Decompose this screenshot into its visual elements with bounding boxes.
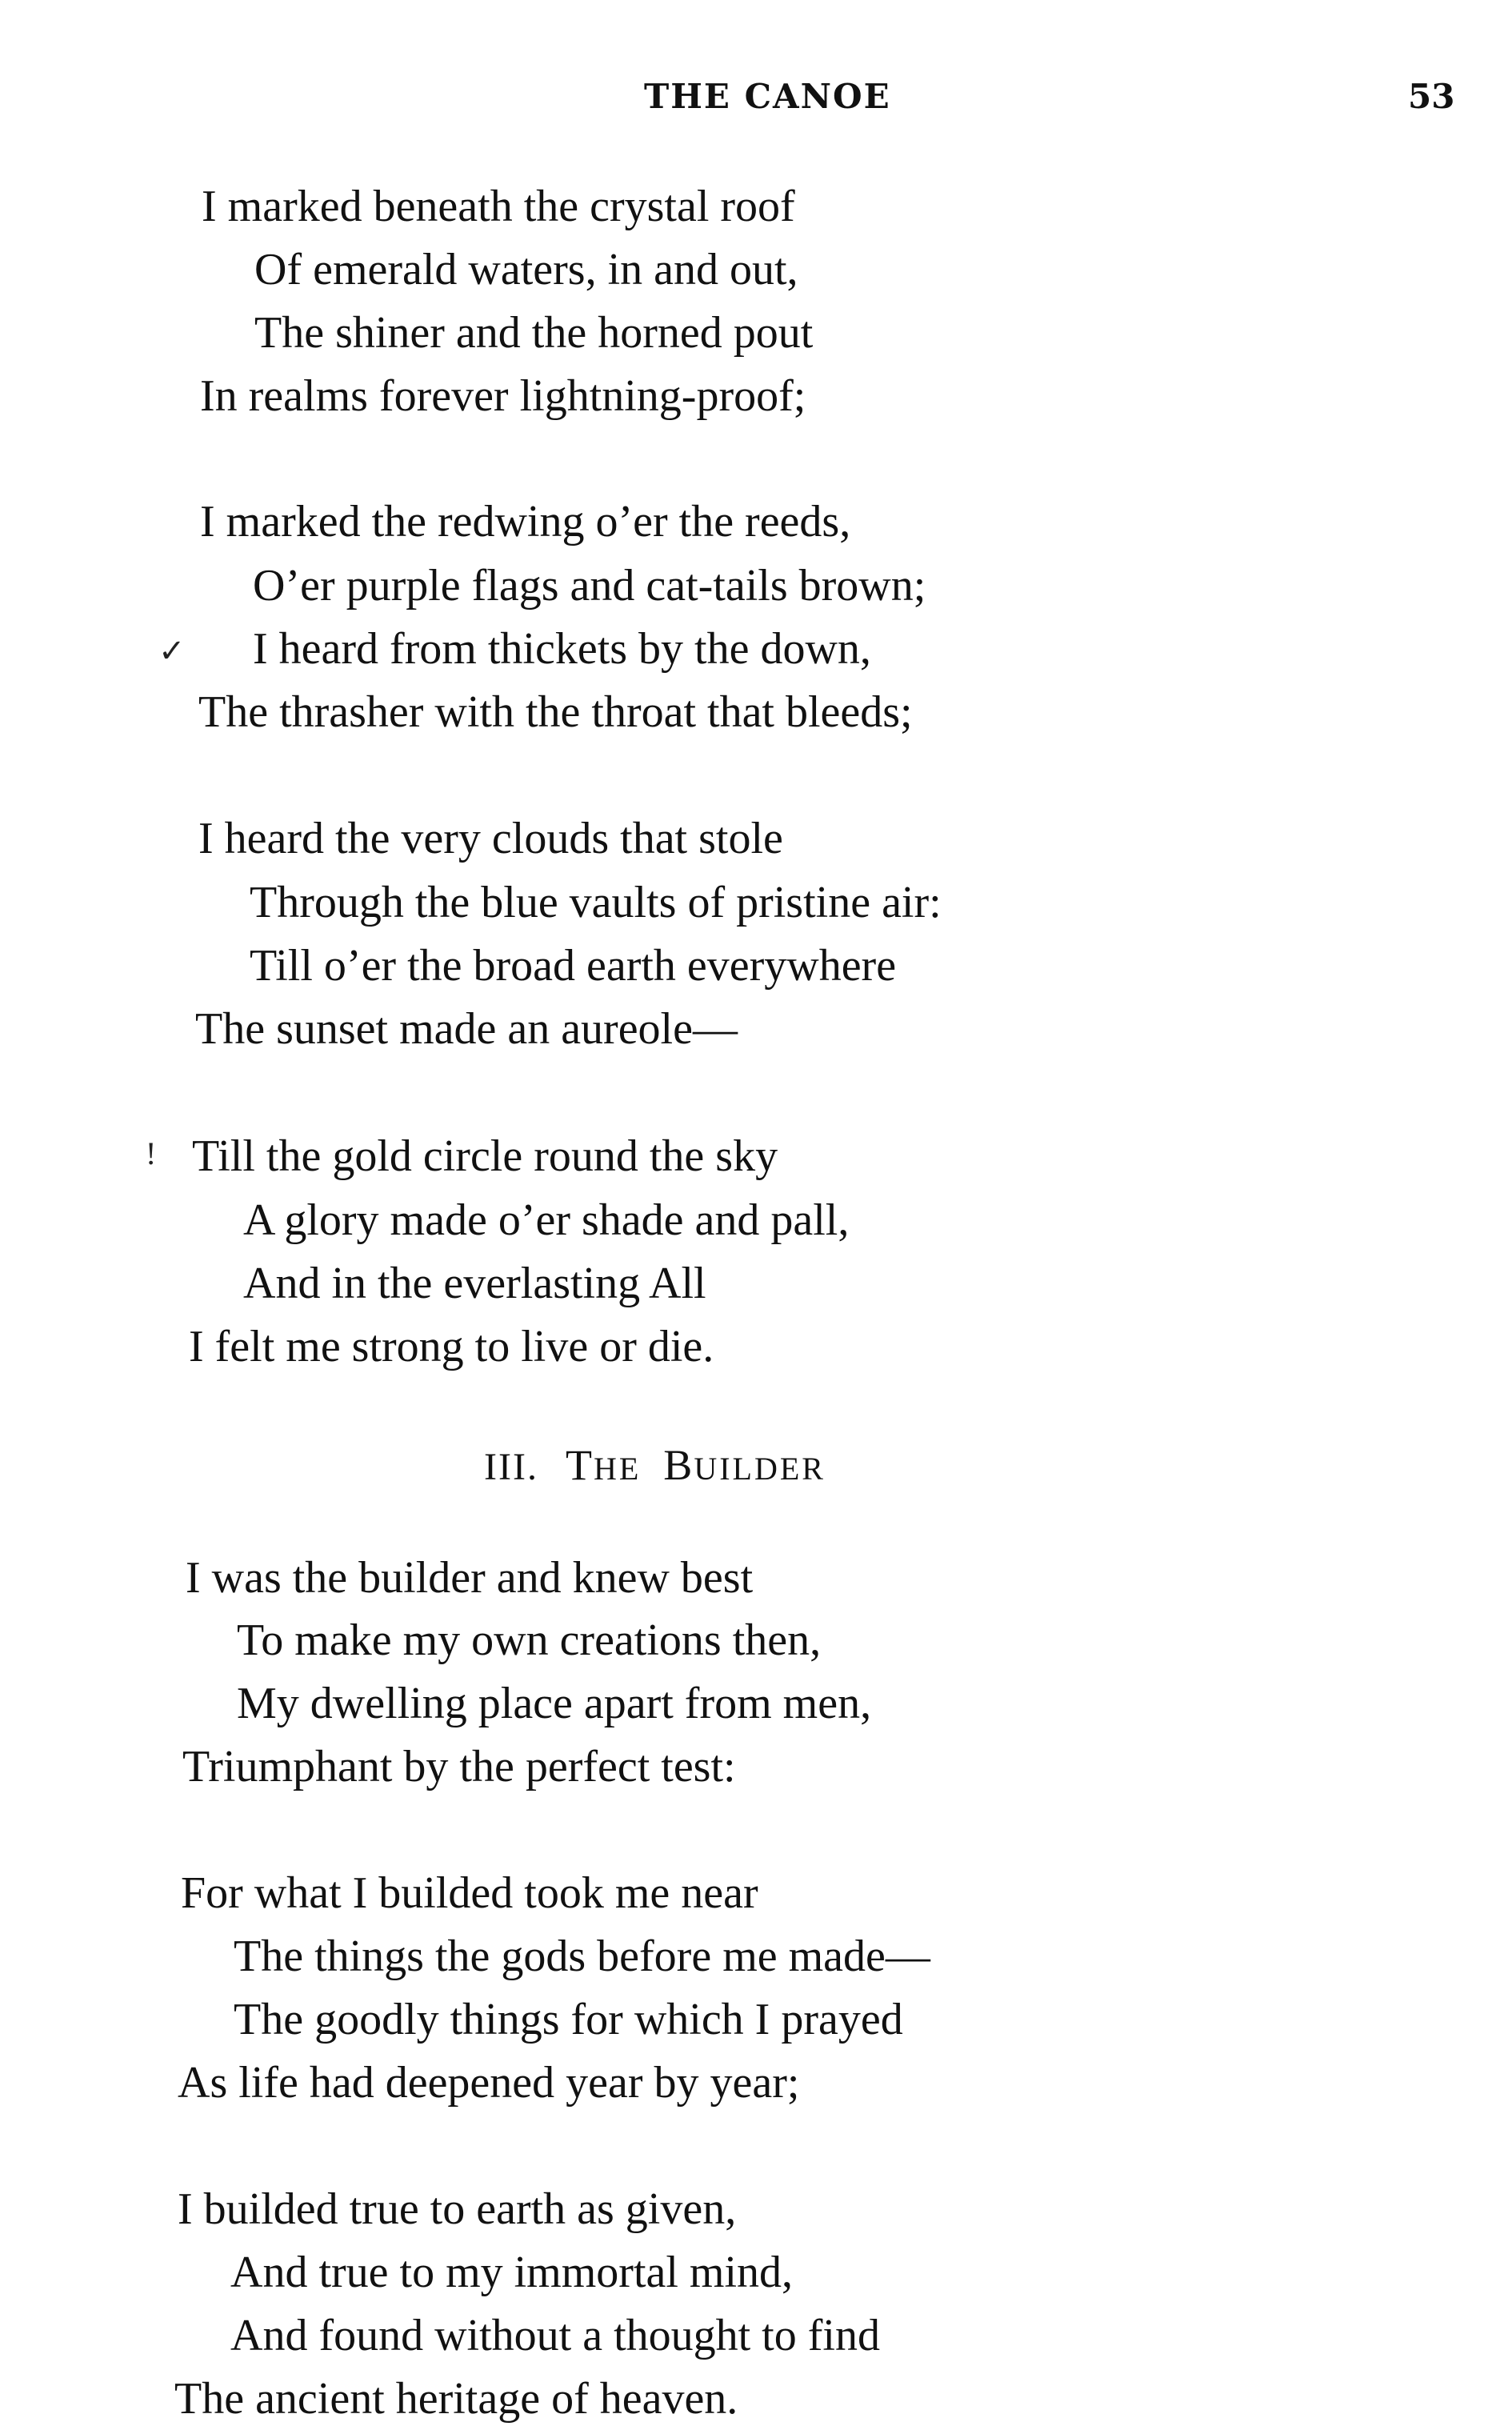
section-title-initial: B	[663, 1441, 694, 1489]
poem-line: A glory made o’er shade and pall,	[243, 1195, 850, 1245]
poem-line: I marked beneath the crystal roof	[202, 182, 795, 231]
poem-line: Till o’er the broad earth everywhere	[250, 941, 897, 991]
poem-line: To make my own creations then,	[237, 1615, 822, 1665]
poem-line: O’er purple flags and cat-tails brown;	[253, 561, 926, 611]
poem-line: The sunset made an aureole—	[195, 1004, 738, 1054]
poem-line: Through the blue vaults of pristine air:	[250, 878, 942, 927]
poem-line: Till the gold circle round the sky	[192, 1131, 778, 1181]
poem-line: The thrasher with the throat that bleeds;	[198, 687, 913, 737]
running-title: THE CANOE	[644, 77, 891, 116]
section-title-part: UILDER	[694, 1451, 826, 1487]
poem-line: And found without a thought to find	[230, 2311, 880, 2360]
poem-line: I heard from thickets by the down,	[253, 624, 871, 674]
poem-line: I builded true to earth as given,	[178, 2184, 737, 2234]
poem-line: Of emerald waters, in and out,	[254, 245, 798, 294]
poem-line: For what I builded took me near	[181, 1868, 758, 1918]
section-numeral: III.	[484, 1446, 538, 1488]
poem-line: Triumphant by the perfect test:	[182, 1742, 736, 1791]
poem-line: In realms forever lightning-proof;	[200, 371, 806, 421]
poem-line: And true to my immortal mind,	[230, 2248, 794, 2297]
poem-line: The goodly things for which I prayed	[234, 1995, 903, 2044]
poem-line: I felt me strong to live or die.	[189, 1322, 714, 1371]
margin-mark: !	[146, 1135, 157, 1171]
section-title-initial: T	[565, 1441, 594, 1489]
page-number: 53	[1408, 77, 1455, 116]
poem-line: My dwelling place apart from men,	[237, 1679, 872, 1728]
poem-line: I marked the redwing o’er the reeds,	[200, 497, 851, 546]
margin-check-mark: ✓	[158, 633, 186, 669]
running-header	[0, 77, 1512, 125]
poem-line: I was the builder and knew best	[186, 1553, 754, 1603]
poem-line: I heard the very clouds that stole	[198, 814, 783, 863]
poem-line: And in the everlasting All	[243, 1259, 706, 1308]
poem-line: The things the gods before me made—	[234, 1932, 930, 1981]
section-heading	[484, 1440, 826, 1490]
poem-line: The ancient heritage of heaven.	[174, 2374, 738, 2424]
section-title-part: HE	[593, 1451, 642, 1487]
poem-line: The shiner and the horned pout	[254, 308, 814, 358]
poem-line: As life had deepened year by year;	[178, 2058, 800, 2108]
